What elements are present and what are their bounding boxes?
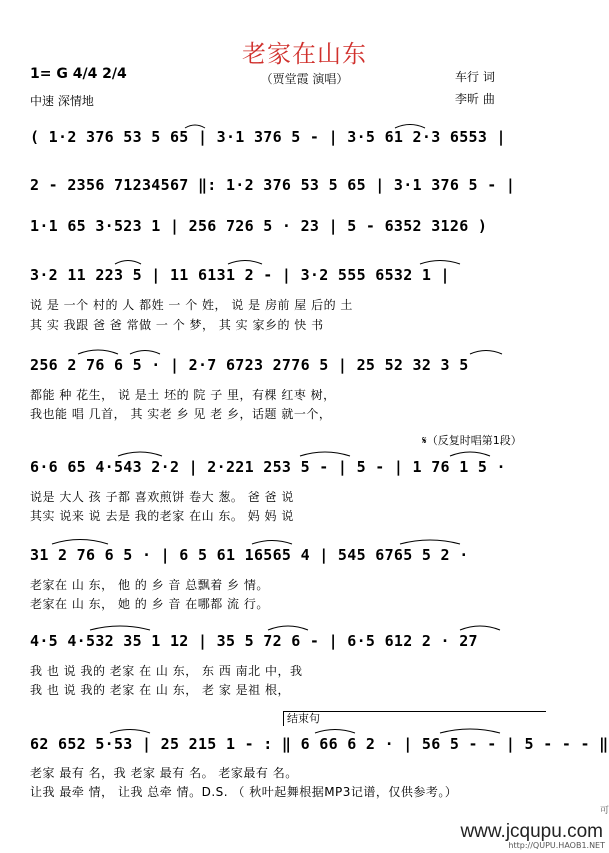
lyrics-line-8-verse-1: 我 也 说 我的 老家 在 山 东， 东 西 南北 中，我 [30, 664, 303, 678]
slur-arc [460, 626, 500, 630]
music-line-4: 3·2 11 223 5 | 11 6131 2 - | 3·2 555 6532 1 | [30, 266, 450, 284]
slur-arc [315, 730, 355, 734]
lyrics-line-5-verse-1: 都能 种 花生， 说 是土 坯的 院 子 里，有棵 红枣 树， [30, 388, 336, 402]
key-signature: 1= G 4/4 2/4 [30, 66, 127, 82]
slur-arc [252, 541, 292, 545]
slur-arc [440, 729, 500, 733]
lyrics-line-5-verse-2: 我也能 唱 几首， 其 实老 乡 见 老 乡，话题 就一个， [30, 407, 332, 421]
slur-arc [300, 452, 350, 456]
music-line-6: 6·6 65 4·543 2·2 | 2·221 253 5 - | 5 - | 1 76 1 5 · [30, 458, 506, 476]
slur-arc [130, 351, 160, 355]
slur-arc [110, 730, 150, 734]
slur-arc [420, 261, 460, 265]
music-line-5: 256 2 76 6 5 · | 2·7 6723 2776 5 | 25 52 32 3 5 [30, 356, 469, 374]
music-line-9: 62 652 5·53 | 25 215 1 - : ‖ 6 66 6 2 · | 56 5 - - | 5 - - - ‖ [30, 735, 609, 753]
slur-arc [78, 350, 118, 354]
watermark-url: http://QUPU.HAOB1.NET [508, 841, 605, 850]
slur-arc [90, 626, 150, 630]
slur-arc [470, 351, 502, 355]
performer: （贾堂霞 演唱） [260, 72, 349, 86]
music-line-2: 2 - 2356 71234567 ‖: 1·2 376 53 5 65 | 3·1 376 5 - | [30, 176, 516, 194]
lyricist-credit: 车行 词 [455, 70, 495, 84]
music-line-7: 31 2 76 6 5 · | 6 5 61 16565 4 | 545 6765 5 2 · [30, 546, 469, 564]
ending-label: 结束句 [287, 712, 320, 725]
slur-arc [185, 125, 205, 128]
music-line-8: 4·5 4·532 35 1 12 | 35 5 72 6 - | 6·5 612 2 · 27 [30, 632, 478, 650]
slur-arc [118, 452, 162, 456]
slur-arc [228, 261, 262, 265]
lyrics-line-8-verse-2: 我 也 说 我的 老家 在 山 东， 老 家 是祖 根， [30, 683, 290, 697]
slur-arc [268, 626, 308, 630]
slur-arc [450, 452, 490, 456]
lyrics-line-7-verse-2: 老家在 山 东， 她 的 乡 音 在哪都 流 行。 [30, 597, 269, 611]
lyrics-line-4-verse-2: 其 实 我跟 爸 爸 常做 一 个 梦， 其 实 家乡的 快 书 [30, 318, 324, 332]
music-line-3: 1·1 65 3·523 1 | 256 726 5 · 23 | 5 - 6352 3126 ) [30, 217, 488, 235]
lyrics-line-6-verse-2: 其实 说来 说 去是 我的老家 在山 东。 妈 妈 说 [30, 509, 294, 523]
lyrics-line-6-verse-1: 说是 大人 孩 子都 喜欢煎饼 卷大 葱。 爸 爸 说 [30, 490, 294, 504]
lyrics-line-7-verse-1: 老家在 山 东， 他 的 乡 音 总飘着 乡 情。 [30, 578, 269, 592]
slur-arc [400, 540, 460, 544]
lyrics-line-9-verse-1: 老家 最有 名，我 老家 最有 名。 老家最有 名。 [30, 766, 298, 780]
song-title: 老家在山东 [242, 40, 367, 68]
slur-arc [115, 261, 141, 265]
watermark-site: www.jcqupu.com [460, 821, 603, 842]
slur-arc [395, 125, 425, 129]
lyrics-line-4-verse-1: 说 是 一个 村的 人 都姓 一 个 姓， 说 是 房前 屋 后的 土 [30, 298, 353, 312]
slur-arc [52, 540, 108, 545]
watermark-side-char: 可 [599, 806, 609, 816]
composer-credit: 李昕 曲 [455, 92, 495, 106]
tempo-marking: 中速 深情地 [30, 94, 94, 108]
lyrics-line-9-verse-2: 让我 最牵 情， 让我 总牵 情。D.S. （ 秋叶起舞根据MP3记谱，仅供参考。） [30, 785, 458, 799]
repeat-note: 𝄋（反复时唱第1段） [422, 434, 522, 447]
music-line-1: ( 1·2 376 53 5 65 | 3·1 376 5 - | 3·5 61 2·3 6553 | [30, 128, 506, 146]
